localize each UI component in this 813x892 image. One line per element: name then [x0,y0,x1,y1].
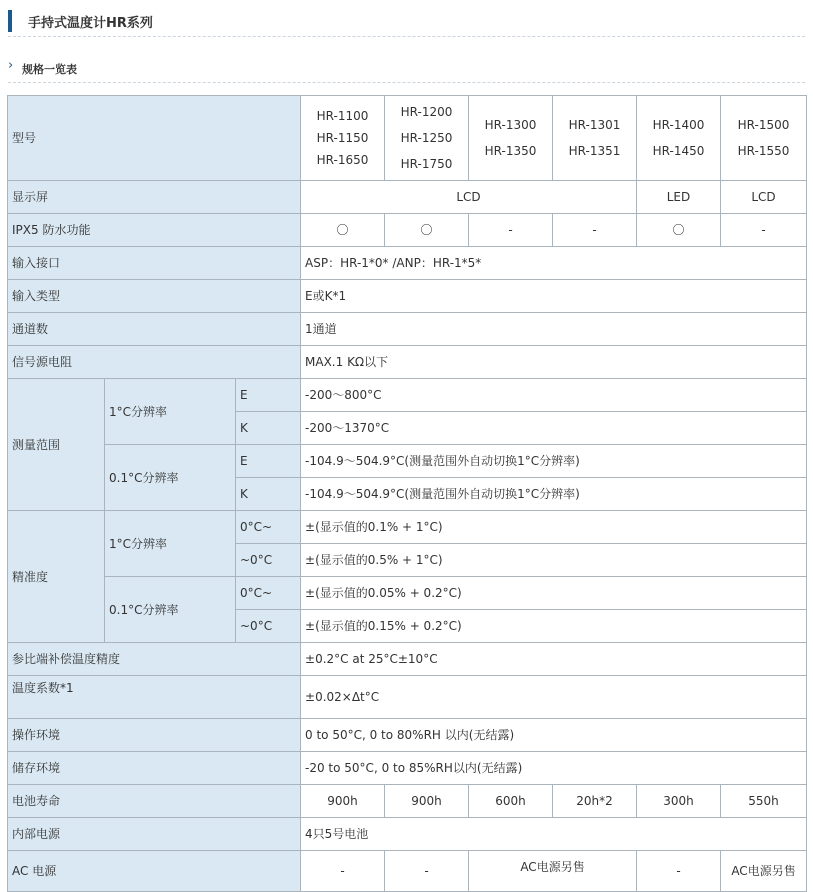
cjc-value: ±0.2°C at 25°C±10°C [301,643,807,676]
model-name: HR-1400 [652,118,705,132]
spec-table [7,95,807,892]
accuracy-below0: ~0°C [236,610,301,643]
row-label-waterproof: IPX5 防水功能 [8,214,301,247]
model-name: HR-1200 [400,105,453,119]
range-res1-label: 1°C分辨率 [105,379,236,445]
model-name: HR-1301 [568,118,621,132]
battery-life-cell: 900h [385,785,469,818]
ac-power-cell: AC电源另售 [721,851,807,892]
header-accent-bar [8,10,12,32]
waterproof-cell: - [721,214,807,247]
range-res1-e-value: -200～800°C [301,379,807,412]
table-row-source-resistance [8,346,807,379]
accuracy-res1-below-value: ±(显示值的0.5% + 1°C) [301,544,807,577]
section-title: 规格一览表 [22,63,77,76]
table-row-waterproof [8,214,807,247]
range-type-k: K [236,478,301,511]
battery-life-cell: 600h [469,785,553,818]
operating-env-value: 0 to 50°C, 0 to 80%RH 以内(无结露) [301,719,807,752]
model-cell-5 [637,96,721,181]
row-label-input-type: 输入类型 [8,280,301,313]
table-row-range-01e [8,445,807,478]
waterproof-cell: - [469,214,553,247]
source-resistance-value: MAX.1 KΩ以下 [301,346,807,379]
model-cell-3 [469,96,553,181]
channels-value: 1通道 [301,313,807,346]
row-label-model: 型号 [8,96,301,181]
table-row-input-port [8,247,807,280]
row-label-input-port: 输入接口 [8,247,301,280]
range-res1-k-value: -200～1370°C [301,412,807,445]
ac-power-cell: AC电源另售 [469,851,637,892]
display-cell: LCD [721,181,807,214]
model-name: HR-1350 [484,144,537,158]
battery-life-cell: 550h [721,785,807,818]
model-cell-2 [385,96,469,181]
table-row-storage-env [8,752,807,785]
row-label-range: 测量范围 [8,379,105,511]
model-name: HR-1300 [484,118,537,132]
accuracy-below0: ~0°C [236,544,301,577]
table-row-input-type [8,280,807,313]
accuracy-above0: 0°C~ [236,577,301,610]
waterproof-cell: 〇 [385,214,469,247]
range-res01-label: 0.1°C分辨率 [105,445,236,511]
waterproof-cell: 〇 [637,214,721,247]
range-type-e: E [236,445,301,478]
ac-power-cell: - [637,851,721,892]
model-name: HR-1450 [652,144,705,158]
table-row-display [8,181,807,214]
accuracy-res01-label: 0.1°C分辨率 [105,577,236,643]
row-label-storage-env: 储存环境 [8,752,301,785]
range-res01-e-value: -104.9～504.9°C(测量范围外自动切换1°C分辨率) [301,445,807,478]
input-port-value: ASP：HR-1*0* /ANP：HR-1*5* [301,247,807,280]
display-cell: LCD [301,181,637,214]
input-type-value: E或K*1 [301,280,807,313]
model-name: HR-1351 [568,144,621,158]
row-label-source-resistance: 信号源电阻 [8,346,301,379]
row-label-operating-env: 操作环境 [8,719,301,752]
accuracy-res1-label: 1°C分辨率 [105,511,236,577]
row-label-ac-power: AC 电源 [8,851,301,892]
range-type-e: E [236,379,301,412]
row-label-accuracy: 精准度 [8,511,105,643]
ac-power-cell: - [385,851,469,892]
accuracy-above0: 0°C~ [236,511,301,544]
battery-life-cell: 20h*2 [553,785,637,818]
row-label-internal-power: 内部电源 [8,818,301,851]
model-cell-4 [553,96,637,181]
display-cell: LED [637,181,721,214]
model-name: HR-1550 [737,144,790,158]
row-label-channels: 通道数 [8,313,301,346]
page-header [8,10,805,37]
range-type-k: K [236,412,301,445]
waterproof-cell: 〇 [301,214,385,247]
chevron-right-icon: › [8,58,14,73]
model-cell-6 [721,96,807,181]
model-cell-1 [301,96,385,181]
model-name: HR-1250 [400,131,453,145]
page-title: 手持式温度计HR系列 [28,16,153,31]
table-row-operating-env [8,719,807,752]
row-label-cjc: 参比端补偿温度精度 [8,643,301,676]
accuracy-res01-above-value: ±(显示值的0.05% + 0.2°C) [301,577,807,610]
table-row-cjc [8,643,807,676]
waterproof-cell: - [553,214,637,247]
table-row-channels [8,313,807,346]
model-name: HR-1100 [316,109,369,123]
storage-env-value: -20 to 50°C, 0 to 85%RH以内(无结露) [301,752,807,785]
internal-power-value: 4只5号电池 [301,818,807,851]
range-res01-k-value: -104.9～504.9°C(测量范围外自动切换1°C分辨率) [301,478,807,511]
model-name: HR-1500 [737,118,790,132]
row-label-temp-coef: 温度系数*1 [8,676,301,719]
table-row-temp-coef [8,676,807,719]
table-row-battery-life [8,785,807,818]
table-row-accuracy-1a [8,511,807,544]
temp-coef-value: ±0.02×Δt°C [301,676,807,719]
accuracy-res01-below-value: ±(显示值的0.15% + 0.2°C) [301,610,807,643]
accuracy-res1-above-value: ±(显示值的0.1% + 1°C) [301,511,807,544]
table-row-internal-power [8,818,807,851]
section-header [8,58,805,83]
row-label-battery-life: 电池寿命 [8,785,301,818]
model-name: HR-1650 [316,153,369,167]
table-row-ac-power [8,851,807,892]
row-label-display: 显示屏 [8,181,301,214]
table-row-accuracy-01a [8,577,807,610]
table-row-model [8,96,807,181]
model-name: HR-1150 [316,131,369,145]
battery-life-cell: 300h [637,785,721,818]
model-name: HR-1750 [400,157,453,171]
battery-life-cell: 900h [301,785,385,818]
ac-power-cell: - [301,851,385,892]
table-row-range-1e [8,379,807,412]
